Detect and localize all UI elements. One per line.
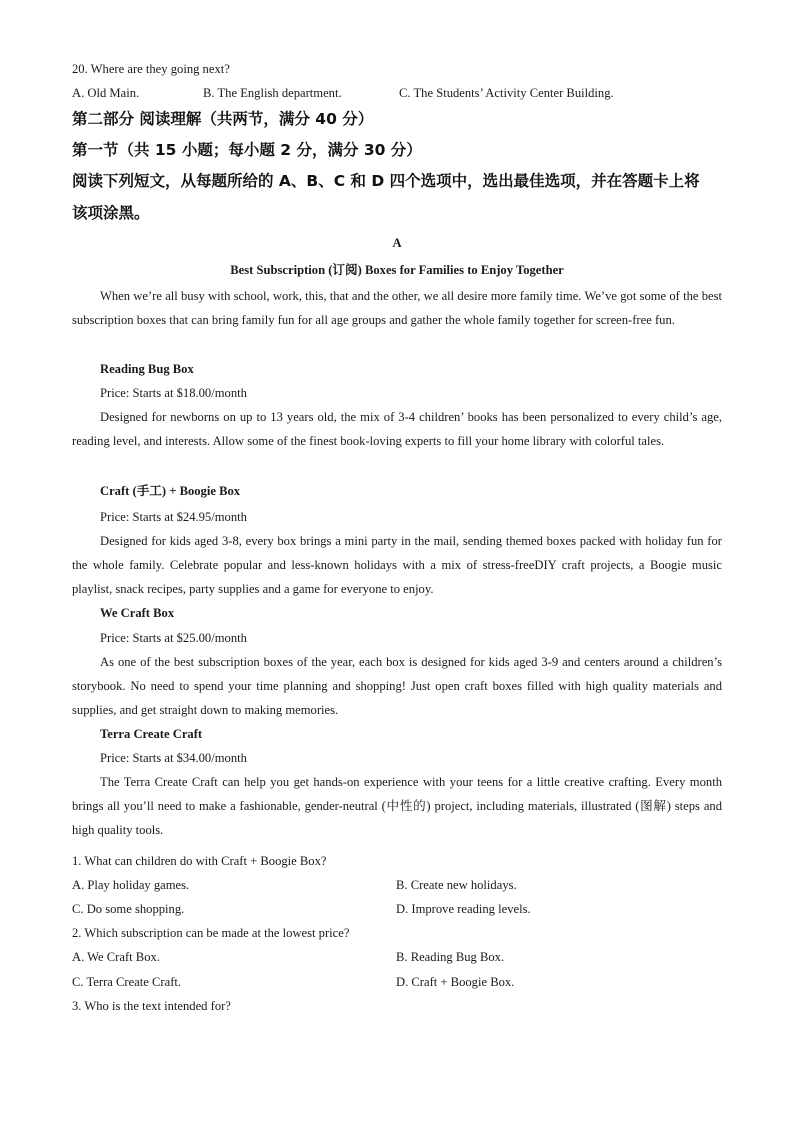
box-name-reading-bug: Reading Bug Box [100,362,194,376]
question-20-option-a: A. Old Main. [72,86,140,100]
box-price-craft-boogie: Price: Starts at $24.95/month [100,510,247,524]
passage-letter: A [392,236,402,250]
box-desc-we-craft: As one of the best subscription boxes of the year, each box is designed for kids aged 3-9 and centers around a children’s storybook. No need to spend your time planning and shopping! Just open craft boxes filled with high quality materials and supplies, and get straight down to making memories. [72,655,722,717]
box-desc-craft-boogie: Designed for kids aged 3-8, every box brings a mini party in the mail, sending themed boxes packed with holiday fun for the whole family. Celebrate popular and less-known holidays with a mix of stress-freeDIY craft projects, a Boogie music playlist, snack recipes, party supplies and a game for everyone to enjoy. [72,534,722,596]
passage-title: Best Subscription (订阅) Boxes for Families to Enjoy Together [230,263,564,277]
part2-heading: 第二部分 阅读理解（共两节，满分 40 分） [72,110,374,128]
box-price-we-craft: Price: Starts at $25.00/month [100,631,247,645]
box-name-terra-create: Terra Create Craft [100,727,203,741]
box-desc-terra-create: The Terra Create Craft can help you get hands-on experience with your teens for a little creative crafting. Every month brings all you’ll need to make a fashionable, gender-neutral (中性的) project, including materials, illustrated (图解) steps and high quality tools. [72,775,722,837]
question-1-option-c: C. Do some shopping. [72,902,185,916]
question-1-option-a: A. Play holiday games. [72,878,190,892]
box-desc-reading-bug: Designed for newborns on up to 13 years old, the mix of 3-4 children’ books has been personalized to every child’s age, reading level, and interests. Allow some of the finest book-loving experts to fill your home library with colorful tales. [72,410,722,448]
question-1-option-b: B. Create new holidays. [396,878,517,892]
section1-heading: 第一节（共 15 小题；每小题 2 分，满分 30 分） [72,141,422,159]
instruction-line-2: 该项涂黑。 [72,204,150,222]
instruction-line-1: 阅读下列短文，从每题所给的 A、B、C 和 D 四个选项中，选出最佳选项，并在答题卡上将 [72,172,700,190]
box-price-reading-bug: Price: Starts at $18.00/month [100,386,247,400]
passage-intro: When we’re all busy with school, work, this, that and the other, we all desire more family time. We’ve got some of the best subscription boxes that can bring family fun for all age groups and gather the whole family together for screen-free fun. [72,289,722,327]
question-2-stem: 2. Which subscription can be made at the lowest price? [72,926,350,940]
question-20-option-b: B. The English department. [203,86,342,100]
question-20-option-c: C. The Students’ Activity Center Building. [399,86,614,100]
question-2-option-b: B. Reading Bug Box. [396,950,505,964]
box-name-craft-boogie: Craft (手工) + Boogie Box [100,484,241,498]
question-3-stem: 3. Who is the text intended for? [72,999,231,1013]
question-2-option-a: A. We Craft Box. [72,950,160,964]
box-name-we-craft: We Craft Box [100,606,175,620]
question-1-option-d: D. Improve reading levels. [396,902,531,916]
question-1-stem: 1. What can children do with Craft + Boogie Box? [72,854,327,868]
question-20-stem: 20. Where are they going next? [72,62,230,76]
question-2-option-d: D. Craft + Boogie Box. [396,975,515,989]
box-price-terra-create: Price: Starts at $34.00/month [100,751,247,765]
question-2-option-c: C. Terra Create Craft. [72,975,182,989]
